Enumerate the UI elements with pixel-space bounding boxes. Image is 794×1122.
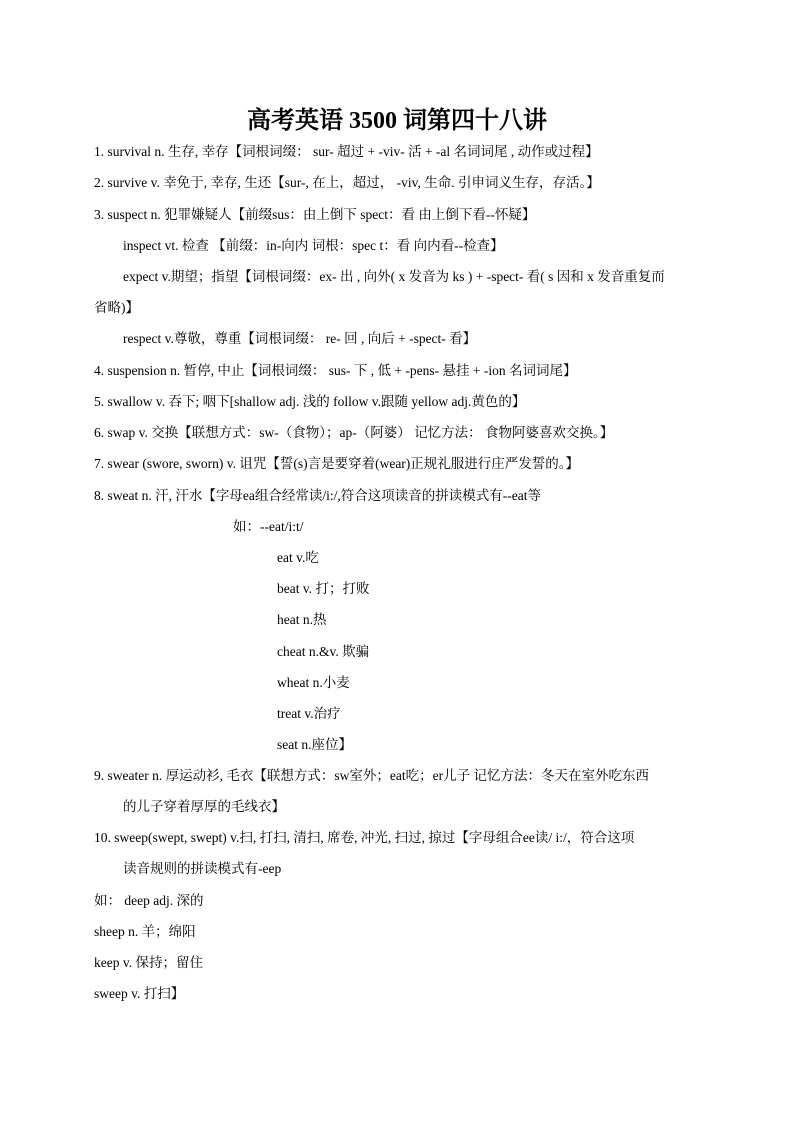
- entry-3-expect: expect v.期望；指望【词根词缀：ex- 出 , 向外( x 发音为 ks ) + -spect- 看( s 因和 x 发音重复而: [123, 269, 665, 284]
- entry-8-word-eat: eat v.吃: [277, 550, 319, 565]
- entry-10-example-sweep: sweep v. 打扫】: [94, 986, 185, 1001]
- entry-5-swallow: 5. swallow v. 吞下; 咽下[shallow adj. 浅的 follow v.跟随 yellow adj.黄色的】: [94, 394, 526, 409]
- entry-8-sweat: 8. sweat n. 汗, 汗水【字母ea组合经常读/i:/,符合这项读音的拼读模式有--eat等: [94, 488, 541, 503]
- entry-10-example-keep: keep v. 保持；留住: [94, 955, 203, 970]
- entry-8-word-beat: beat v. 打；打败: [277, 581, 370, 596]
- entry-10-example-sheep: sheep n. 羊；绵阳: [94, 924, 196, 939]
- entry-3-inspect: inspect vt. 检查 【前缀：in-向内 词根：spec t：看 向内看--检查】: [123, 238, 504, 253]
- entry-9-sweater-cont: 的儿子穿着厚厚的毛线衣】: [123, 799, 285, 814]
- entry-3-expect-cont: 省略)】: [94, 300, 139, 315]
- entry-3-suspect: 3. suspect n. 犯罪嫌疑人【前缀sus：由上倒下 spect：看 由上倒下看--怀疑】: [94, 207, 536, 222]
- entry-8-word-wheat: wheat n.小麦: [277, 675, 350, 690]
- entry-1-survival: 1. survival n. 生存, 幸存【词根词缀： sur- 超过 + -viv- 活 + -al 名词词尾 , 动作或过程】: [94, 144, 599, 159]
- document-title: 高考英语 3500 词第四十八讲: [247, 108, 547, 134]
- entry-8-word-heat: heat n.热: [277, 612, 327, 627]
- entry-8-word-cheat: cheat n.&v. 欺骗: [277, 644, 370, 659]
- entry-2-survive: 2. survive v. 幸免于, 幸存, 生还【sur-, 在上，超过， -viv, 生命. 引申词义生存，存活。】: [94, 175, 600, 190]
- entry-10-example-deep: 如： deep adj. 深的: [94, 893, 204, 908]
- entry-8-word-treat: treat v.治疗: [277, 706, 341, 721]
- entry-4-suspension: 4. suspension n. 暂停, 中止【词根词缀： sus- 下 , 低 + -pens- 悬挂 + -ion 名词词尾】: [94, 363, 577, 378]
- entry-8-word-seat: seat n.座位】: [277, 737, 352, 752]
- entry-8-example-header: 如：--eat/i:t/: [233, 519, 304, 534]
- entry-9-sweater: 9. sweater n. 厚运动衫, 毛衣【联想方式：sw室外；eat吃；er儿子 记忆方法：冬天在室外吃东西: [94, 768, 649, 783]
- entry-6-swap: 6. swap v. 交换【联想方式：sw-（食物）；ap-（阿婆） 记忆方法： 食物阿婆喜欢交换。】: [94, 425, 614, 440]
- entry-7-swear: 7. swear (swore, sworn) v. 诅咒【誓(s)言是要穿着(wear)正规礼服进行庄严发誓的。】: [94, 456, 580, 471]
- entry-10-sweep: 10. sweep(swept, swept) v.扫, 打扫, 清扫, 席卷, 冲光, 扫过, 掠过【字母组合ee读/ i:/，符合这项: [94, 830, 635, 845]
- entry-10-sweep-cont: 读音规则的拼读模式有-eep: [123, 861, 282, 876]
- entry-3-respect: respect v.尊敬，尊重【词根词缀： re- 回 , 向后 + -spect- 看】: [123, 331, 477, 346]
